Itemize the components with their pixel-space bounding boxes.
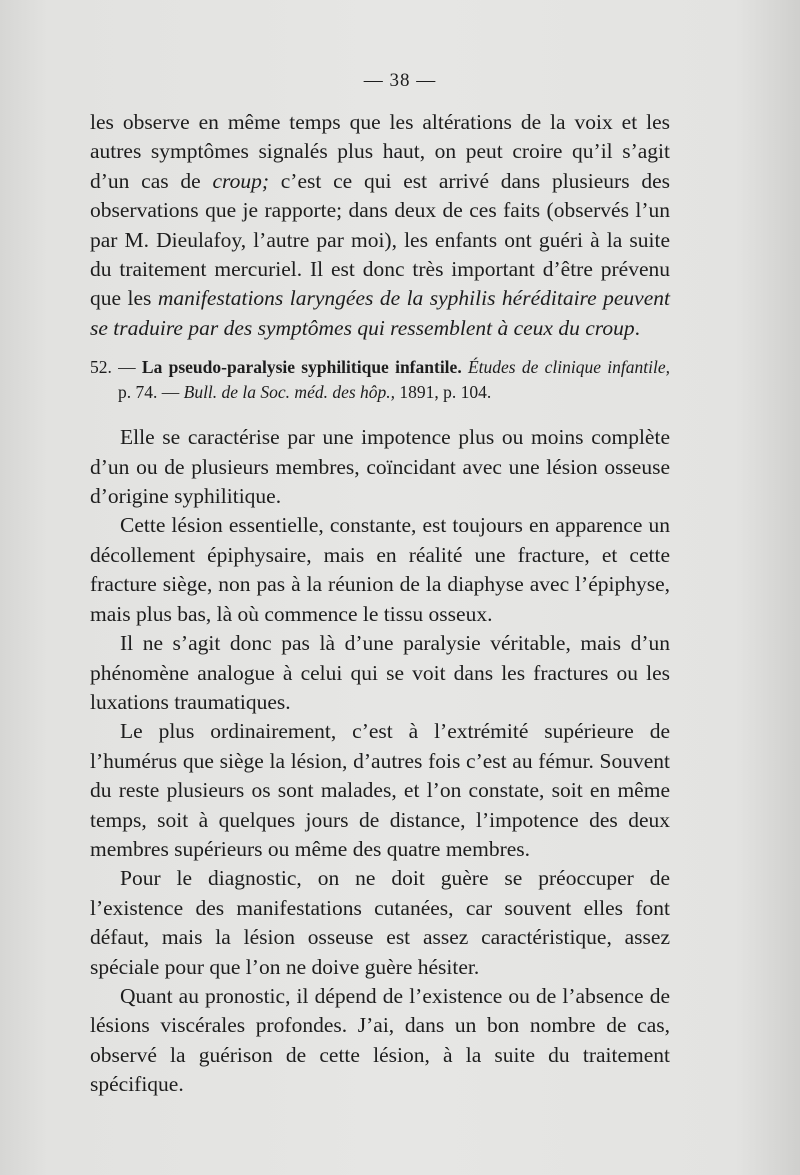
citation-title: La pseudo-paralysie syphilitique infantile.	[141, 357, 462, 378]
intro-end: .	[634, 315, 640, 340]
body-text	[90, 108, 670, 1100]
page-number: — 38 —	[363, 70, 437, 91]
paragraph-prognosis: Quant au pronostic, il dépend de l’existence ou de l’absence de lésions viscérales profondes. J’ai, dans un bon nombre de cas, observé la guérison de cette lésion, à la suite du traitement spécifique.	[90, 983, 670, 1097]
citation-ref1-pages: p. 74. —	[118, 382, 184, 403]
citation-number: 52. —	[90, 357, 142, 378]
paragraph-location: Le plus ordinairement, c’est à l’extrémité supérieure de l’humérus que siège la lésion, d’autres fois c’est au fémur. Souvent du reste plusieurs os sont malades, et l’on constate, soit en même temps, soit à quelques jours de distance, l’impotence des deux membres supérieurs ou même des quatre membres.	[90, 719, 670, 861]
citation-ref1-title: Études de clinique infantile,	[461, 357, 670, 378]
paragraph-diagnosis: Pour le diagnostic, on ne doit guère se préoccuper de l’existence des manifestations cutanées, car souvent elles font défaut, mais la lésion osseuse est assez caractéristique, assez spéciale pour que l’on ne doive guère hésiter.	[90, 866, 670, 979]
intro-text-2: c’est ce qui est arrivé dans plusieurs des observations que je rapporte; dans deux de ces faits (observés l’un par M. Dieulafoy, l’autre par moi), les enfants ont guéri à la suite du traitement mercuriel. Il est donc très important d’être prévenu que les	[90, 168, 671, 311]
intro-italic-manifestations: manifestations laryngées de la syphilis héréditaire peuvent se traduire par des symptômes qui ressemblent à ceux du croup	[90, 286, 670, 340]
paragraph-paralysis: Il ne s’agit donc pas là d’une paralysie véritable, mais d’un phénomène analogue à celui qui se voit dans les fractures ou les luxations traumatiques.	[90, 631, 670, 714]
intro-paragraph	[90, 108, 670, 343]
citation-ref2-title: Bull. de la Soc. méd. des hôp.,	[183, 382, 396, 403]
paragraph-lesion: Cette lésion essentielle, constante, est toujours en apparence un décollement épiphysaire, mais en réalité une fracture, et cette fracture siège, non pas à la réunion de la diaphyse avec l’épiphyse, mais plus bas, là où commence le tissu osseux.	[90, 513, 670, 626]
citation-ref2-pages: 1891, p. 104.	[395, 382, 492, 403]
citation-entry	[90, 355, 670, 405]
paragraph-impotence: Elle se caractérise par une impotence plus ou moins complète d’un ou de plusieurs membres, coïncidant avec une lésion osseuse d’origine syphilitique.	[90, 425, 670, 509]
intro-italic-croup: croup;	[212, 168, 269, 193]
intro-text-1: les observe en même temps que les altérations de la voix et les autres symptômes signalés plus haut, on peut croire qu’il s’agit d’un cas de	[90, 110, 670, 193]
